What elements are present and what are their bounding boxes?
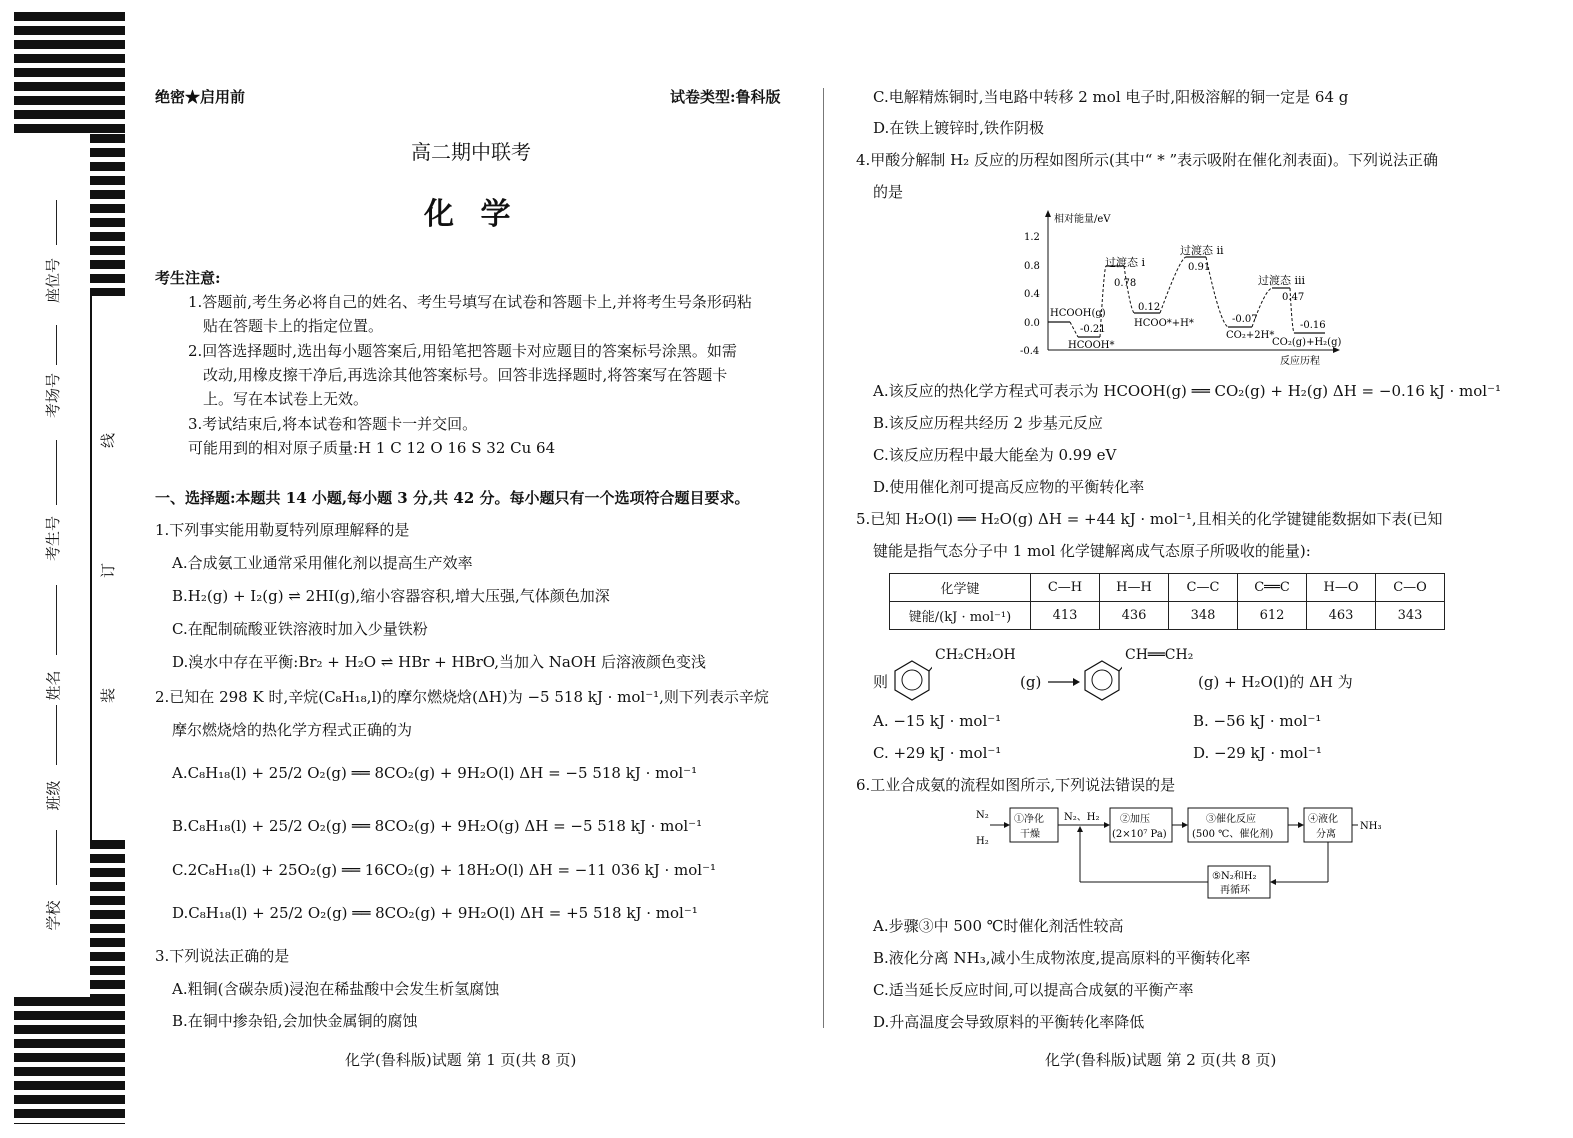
- energy-profile-diagram: [1020, 208, 1350, 368]
- table-cell: C—H: [1031, 574, 1100, 602]
- flow-step-catalysis-sub: (500 ℃、催化剂): [1192, 829, 1274, 840]
- flow-step-recycle-sub: 再循环: [1220, 885, 1250, 896]
- state-label: CO₂+2H*: [1226, 330, 1275, 341]
- table-cell: H—O: [1307, 574, 1376, 602]
- state-value: -0.21: [1080, 324, 1106, 335]
- state-value: -0.16: [1300, 320, 1326, 331]
- question-4-option-a: A.该反应的热化学方程式可表示为 HCOOH(g) ══ CO₂(g) + H₂(g) ΔH = −0.16 kJ · mol⁻¹: [873, 382, 1502, 400]
- y-tick: 1.2: [1024, 232, 1040, 243]
- question-3-option-d: D.在铁上镀锌时,铁作阴极: [873, 119, 1045, 137]
- y-tick: 0.4: [1024, 289, 1040, 300]
- y-tick: -0.4: [1020, 346, 1040, 357]
- flow-step-recycle: ⑤N₂和H₂: [1212, 871, 1257, 882]
- table-cell: 463: [1307, 602, 1376, 630]
- y-tick: 0.0: [1024, 318, 1040, 329]
- exam-room-label: 考场号: [44, 372, 63, 419]
- state-value: 0.12: [1138, 302, 1161, 313]
- benzene-ring-icon: [1082, 658, 1122, 702]
- state-value: 0.78: [1114, 278, 1137, 289]
- reaction-suffix: (g) + H₂O(l)的 ΔH 为: [1198, 673, 1353, 691]
- y-tick: 0.8: [1024, 261, 1040, 272]
- page-divider: [823, 88, 824, 1028]
- question-4-stem: 4.甲酸分解制 H₂ 反应的历程如图所示(其中“ * ”表示吸附在催化剂表面)。下列说法正确: [856, 151, 1439, 169]
- flow-step-catalysis: ③催化反应: [1206, 814, 1256, 825]
- question-2-option-c: C.2C₈H₁₈(l) + 25O₂(g) ══ 16CO₂(g) + 18H₂O(l) ΔH = −11 036 kJ · mol⁻¹: [172, 861, 717, 879]
- reaction-arrow-icon: [1048, 676, 1082, 688]
- exam-id-line: [56, 440, 57, 505]
- binding-barcode-bottom: [14, 997, 125, 1124]
- input-n2: N₂: [976, 810, 989, 821]
- table-header-cell: 键能/(kJ · mol⁻¹): [890, 602, 1031, 630]
- question-4-option-b: B.该反应历程共经历 2 步基元反应: [873, 414, 1103, 432]
- question-3-option-a: A.粗铜(含碳杂质)浸泡在稀盐酸中会发生析氢腐蚀: [172, 980, 500, 998]
- flow-step-compress-sub: (2×10⁷ Pa): [1112, 829, 1167, 840]
- table-cell: 413: [1031, 602, 1100, 630]
- page-title: 化 学: [424, 197, 519, 232]
- flow-step-purify: ①净化: [1014, 814, 1044, 825]
- footer-page-1: 化学(鲁科版)试题 第 1 页(共 8 页): [345, 1051, 577, 1069]
- question-4-stem-cont: 的是: [873, 183, 904, 201]
- notice-item: 3.考试结束后,将本试卷和答题卡一并交回。: [188, 415, 478, 433]
- flow-step-purify-sub: 干燥: [1020, 829, 1040, 840]
- cut-mark-bind: 订: [99, 562, 118, 579]
- table-cell: 343: [1376, 602, 1445, 630]
- question-6-option-c: C.适当延长反应时间,可以提高合成氨的平衡产率: [873, 981, 1194, 999]
- state-label: CO₂(g)+H₂(g): [1272, 337, 1342, 348]
- question-5-stem: 5.已知 H₂O(l) ══ H₂O(g) ΔH = +44 kJ · mol⁻¹,且相关的化学键键能数据如下表(已知: [856, 510, 1443, 528]
- x-axis-label: 反应历程: [1280, 356, 1320, 367]
- section-heading: 一、选择题:本题共 14 小题,每小题 3 分,共 42 分。每小题只有一个选项符合题目要求。: [155, 489, 750, 507]
- notice-item: 2.回答选择题时,选出每小题答案后,用铅笔把答题卡对应题目的答案标号涂黑。如需: [188, 342, 737, 360]
- notice-item: 上。写在本试卷上无效。: [203, 390, 369, 408]
- table-row: [890, 602, 1445, 630]
- name-label: 姓名: [44, 670, 63, 701]
- confidential-label: 绝密★启用前: [155, 88, 246, 106]
- question-4-option-d: D.使用催化剂可提高反应物的平衡转化率: [873, 478, 1145, 496]
- state-label: HCOO*+H*: [1134, 318, 1194, 329]
- notice-heading: 考生注意:: [155, 269, 221, 287]
- exam-room-line: [56, 325, 57, 365]
- school-label: 学校: [44, 900, 63, 931]
- table-header-cell: 化学键: [890, 574, 1031, 602]
- output-nh3: NH₃: [1360, 821, 1382, 832]
- question-1-option-d: D.溴水中存在平衡:Br₂ + H₂O ⇌ HBr + HBrO,当加入 NaOH 后溶液颜色变浅: [172, 653, 706, 671]
- class-label: 班级: [44, 780, 63, 811]
- table-row: [890, 574, 1445, 602]
- table-cell: C—O: [1376, 574, 1445, 602]
- benzene-ring-icon: [892, 658, 932, 702]
- question-2-stem: 2.已知在 298 K 时,辛烷(C₈H₁₈,l)的摩尔燃烧焓(ΔH)为 −5 518 kJ · mol⁻¹,则下列表示辛烷: [155, 688, 769, 706]
- input-h2: H₂: [976, 836, 989, 847]
- footer-page-2: 化学(鲁科版)试题 第 2 页(共 8 页): [1045, 1051, 1277, 1069]
- reaction-prefix: 则: [873, 673, 889, 691]
- state-label: 过渡态 iii: [1258, 274, 1306, 287]
- question-2-option-b: B.C₈H₁₈(l) + 25/2 O₂(g) ══ 8CO₂(g) + 9H₂O(g) ΔH = −5 518 kJ · mol⁻¹: [172, 817, 703, 835]
- reactant-substituent: CH₂CH₂OH: [935, 647, 1016, 663]
- atomic-masses: 可能用到的相对原子质量:H 1 C 12 O 16 S 32 Cu 64: [188, 439, 556, 457]
- question-6-stem: 6.工业合成氨的流程如图所示,下列说法错误的是: [856, 776, 1176, 794]
- binding-stripe-lower: [90, 840, 125, 997]
- state-value: -0.07: [1232, 314, 1258, 325]
- table-cell: C—C: [1169, 574, 1238, 602]
- exam-id-label: 考生号: [44, 515, 63, 562]
- bond-energy-table: [889, 573, 1445, 630]
- question-5-option-d: D. −29 kJ · mol⁻¹: [1193, 744, 1322, 762]
- question-3-stem: 3.下列说法正确的是: [155, 947, 290, 965]
- notice-item: 1.答题前,考生务必将自己的姓名、考生号填写在试卷和答题卡上,并将考生号条形码粘: [188, 293, 752, 311]
- reactant-state: (g): [1020, 673, 1042, 691]
- flow-step-liquefy-sub: 分离: [1316, 829, 1336, 840]
- table-cell: 436: [1100, 602, 1169, 630]
- state-label: 过渡态 ii: [1180, 244, 1224, 257]
- question-3-option-c: C.电解精炼铜时,当电路中转移 2 mol 电子时,阳极溶解的铜一定是 64 g: [873, 88, 1349, 106]
- question-4-option-c: C.该反应历程中最大能垒为 0.99 eV: [873, 446, 1117, 464]
- question-6-option-b: B.液化分离 NH₃,减小生成物浓度,提高原料的平衡转化率: [873, 949, 1251, 967]
- flow-mid-label: N₂、H₂: [1064, 812, 1100, 823]
- question-6-option-a: A.步骤③中 500 ℃时催化剂活性较高: [873, 917, 1124, 935]
- state-label: HCOOH(g): [1050, 308, 1106, 319]
- seat-number-line: [56, 200, 57, 245]
- paper-type-label: 试卷类型:鲁科版: [670, 88, 781, 106]
- question-1-stem: 1.下列事实能用勒夏特列原理解释的是: [155, 521, 410, 539]
- table-cell: C══C: [1238, 574, 1307, 602]
- class-line: [56, 705, 57, 765]
- ammonia-process-flowchart: [970, 800, 1410, 902]
- state-label: HCOOH*: [1068, 340, 1115, 351]
- question-3-option-b: B.在铜中掺杂铅,会加快金属铜的腐蚀: [172, 1012, 418, 1030]
- binding-barcode-top: [14, 12, 125, 134]
- name-line: [56, 585, 57, 655]
- question-5-option-b: B. −56 kJ · mol⁻¹: [1193, 712, 1322, 730]
- notice-item: 贴在答题卡上的指定位置。: [203, 317, 384, 335]
- binding-stripe-upper: [90, 134, 125, 296]
- cut-mark-staple: 装: [99, 687, 118, 704]
- table-cell: 612: [1238, 602, 1307, 630]
- question-1-option-a: A.合成氨工业通常采用催化剂以提高生产效率: [172, 554, 473, 572]
- question-2-stem-cont: 摩尔燃烧焓的热化学方程式正确的为: [172, 721, 413, 739]
- question-2-option-a: A.C₈H₁₈(l) + 25/2 O₂(g) ══ 8CO₂(g) + 9H₂O(l) ΔH = −5 518 kJ · mol⁻¹: [172, 764, 698, 782]
- seat-number-label: 座位号: [44, 257, 63, 304]
- product-substituent: CH══CH₂: [1125, 647, 1194, 663]
- binding-line: [90, 296, 92, 840]
- question-2-option-d: D.C₈H₁₈(l) + 25/2 O₂(g) ══ 8CO₂(g) + 9H₂O(l) ΔH = +5 518 kJ · mol⁻¹: [172, 904, 698, 922]
- flow-step-liquefy: ④液化: [1308, 814, 1338, 825]
- question-6-option-d: D.升高温度会导致原料的平衡转化率降低: [873, 1013, 1145, 1031]
- exam-subtitle: 高二期中联考: [411, 140, 531, 164]
- y-axis-label: 相对能量/eV: [1054, 214, 1111, 225]
- table-cell: H—H: [1100, 574, 1169, 602]
- question-5-stem-cont: 键能是指气态分子中 1 mol 化学键解离成气态原子所吸收的能量):: [873, 542, 1311, 560]
- flow-step-compress: ②加压: [1120, 814, 1150, 825]
- notice-item: 改动,用橡皮擦干净后,再选涂其他答案标号。回答非选择题时,将答案写在答题卡: [203, 366, 728, 384]
- table-cell: 348: [1169, 602, 1238, 630]
- state-label: 过渡态 i: [1105, 256, 1146, 269]
- y-axis-arrow-icon: [1045, 210, 1051, 217]
- cut-mark-line: 线: [99, 432, 118, 449]
- state-value: 0.47: [1282, 292, 1305, 303]
- question-5-option-c: C. +29 kJ · mol⁻¹: [873, 744, 1002, 762]
- question-5-option-a: A. −15 kJ · mol⁻¹: [873, 712, 1002, 730]
- school-line: [56, 830, 57, 885]
- question-1-option-b: B.H₂(g) + I₂(g) ⇌ 2HI(g),缩小容器容积,增大压强,气体颜色加深: [172, 587, 610, 605]
- state-value: 0.91: [1188, 262, 1211, 273]
- question-1-option-c: C.在配制硫酸亚铁溶液时加入少量铁粉: [172, 620, 428, 638]
